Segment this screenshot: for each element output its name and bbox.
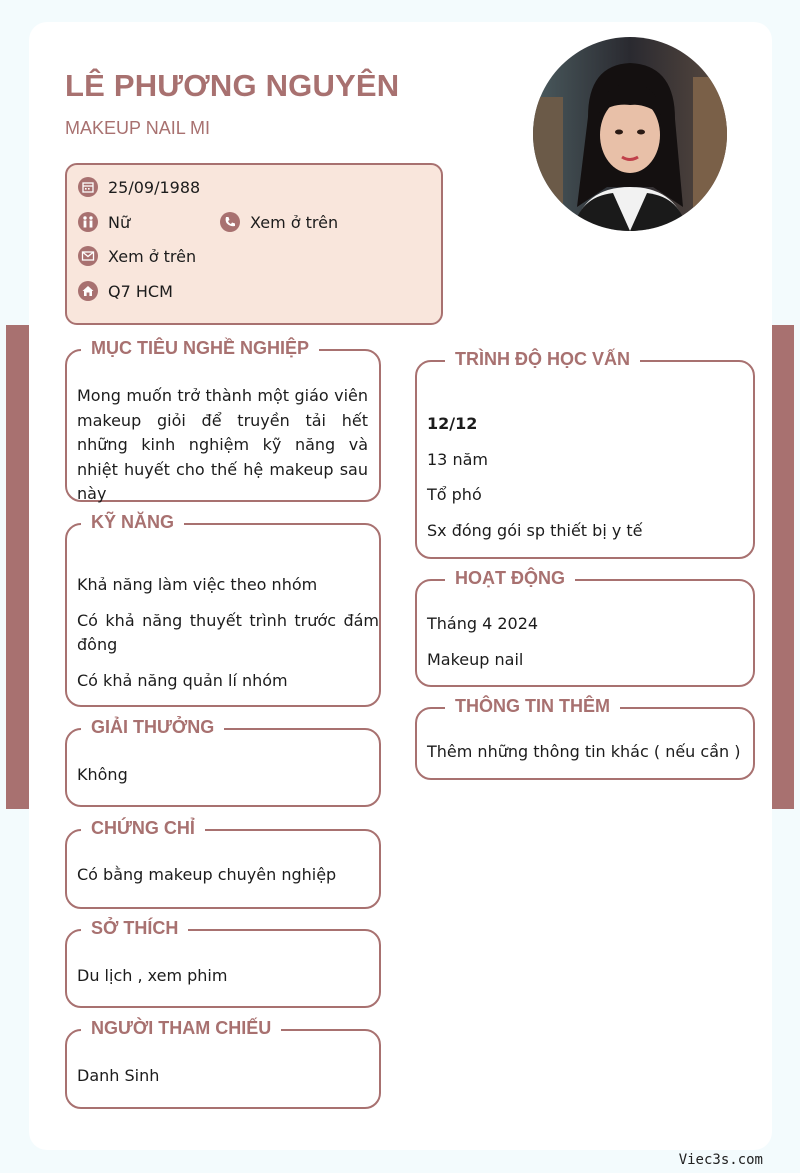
candidate-name: LÊ PHƯƠNG NGUYÊN bbox=[65, 68, 400, 103]
address-row bbox=[78, 281, 173, 301]
watermark-text: Viec3s.com bbox=[678, 1152, 763, 1168]
awards-title: GIẢI THƯỞNG bbox=[81, 715, 224, 739]
extra-info-title: THÔNG TIN THÊM bbox=[445, 694, 620, 718]
references-text: Danh Sinh bbox=[77, 1066, 160, 1085]
mail-icon bbox=[78, 246, 98, 266]
education-duration: 13 năm bbox=[427, 449, 488, 469]
phone-row bbox=[220, 212, 338, 232]
extra-info-section bbox=[415, 696, 755, 780]
hobbies-section bbox=[65, 918, 381, 1008]
awards-text: Không bbox=[77, 765, 128, 784]
extra-info-text: Thêm những thông tin khác ( nếu cần ) bbox=[427, 742, 741, 761]
education-position: Tổ phó bbox=[427, 485, 482, 504]
activities-section bbox=[415, 568, 755, 687]
skills-title: KỸ NĂNG bbox=[81, 510, 184, 534]
education-field: Sx đóng gói sp thiết bị y tế bbox=[427, 520, 643, 540]
email-value: Xem ở trên bbox=[108, 246, 197, 266]
contact-box bbox=[65, 163, 443, 325]
activity-date: Tháng 4 2024 bbox=[427, 614, 539, 633]
certificates-title: CHỨNG CHỈ bbox=[81, 816, 205, 840]
references-title: NGƯỜI THAM CHIẾU bbox=[81, 1016, 281, 1040]
hobbies-text: Du lịch , xem phim bbox=[77, 966, 228, 985]
references-section bbox=[65, 1018, 381, 1109]
gender-value: Nữ bbox=[108, 212, 131, 232]
skill-item: Khả năng làm việc theo nhóm bbox=[77, 575, 318, 594]
candidate-title: MAKEUP NAIL MI bbox=[65, 118, 211, 138]
left-accent-band bbox=[6, 325, 30, 809]
skill-item: Có khả năng quản lí nhóm bbox=[77, 670, 288, 690]
right-accent-band bbox=[770, 325, 794, 809]
address-value: Q7 HCM bbox=[108, 281, 173, 301]
objective-title: MỤC TIÊU NGHỀ NGHIỆP bbox=[81, 336, 319, 360]
gender-icon bbox=[78, 212, 98, 232]
gender-row bbox=[78, 212, 130, 232]
certificates-text: Có bằng makeup chuyên nghiệp bbox=[77, 865, 337, 884]
education-level: 12/12 bbox=[427, 414, 478, 433]
education-title: TRÌNH ĐỘ HỌC VẤN bbox=[445, 347, 640, 371]
skill-item: Có khả năng thuyết trình trước đám đông bbox=[77, 610, 379, 654]
avatar-photo bbox=[533, 37, 727, 231]
activities-title: HOẠT ĐỘNG bbox=[445, 566, 575, 590]
phone-icon bbox=[220, 212, 240, 232]
education-section bbox=[415, 349, 755, 559]
awards-section bbox=[65, 717, 381, 807]
activity-text: Makeup nail bbox=[427, 649, 524, 669]
phone-value: Xem ở trên bbox=[250, 212, 339, 232]
birthday-row bbox=[78, 177, 200, 197]
hobbies-title: SỞ THÍCH bbox=[81, 916, 188, 940]
home-icon bbox=[78, 281, 98, 301]
objective-section bbox=[65, 338, 381, 503]
calendar-icon bbox=[78, 177, 98, 197]
certificates-section bbox=[65, 818, 381, 909]
objective-text: Mong muốn trở thành một giáo viên makeup giỏi để truyền tải hết những kinh nghiệm kỹ năng và nhiệt huyết cho thế hệ makeup sau này bbox=[77, 386, 368, 503]
email-row bbox=[78, 246, 196, 266]
skills-section bbox=[65, 512, 381, 707]
birthday-value: 25/09/1988 bbox=[108, 177, 201, 197]
